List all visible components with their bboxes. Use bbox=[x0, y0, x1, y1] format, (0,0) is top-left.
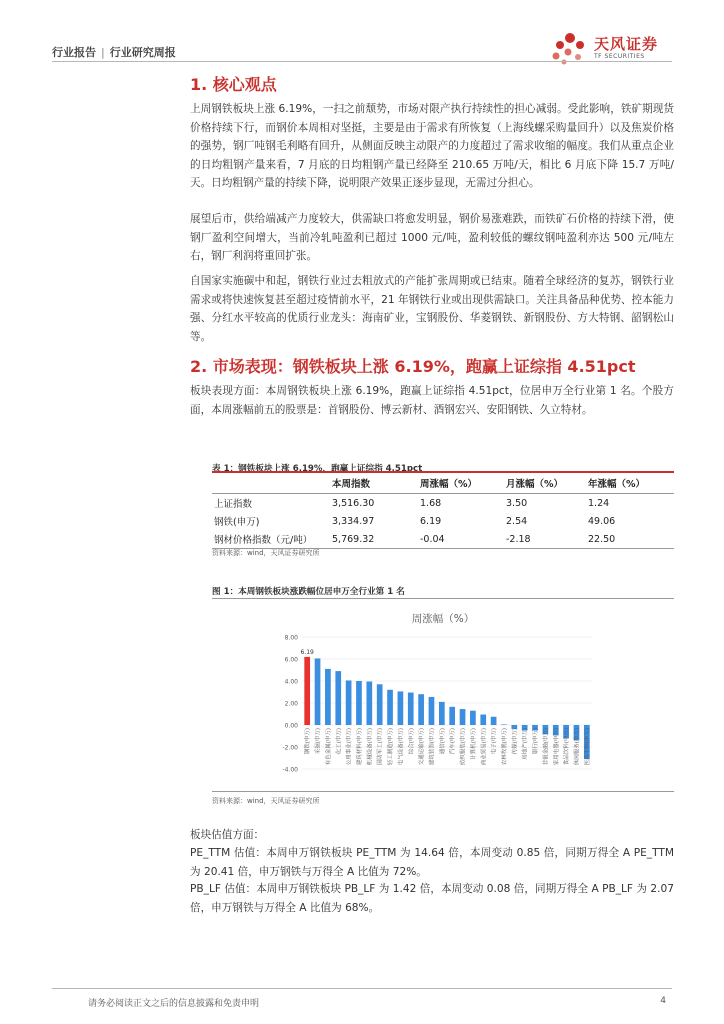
section1-title: 1. 核心观点 bbox=[190, 75, 277, 94]
x-category-label: 计算机(申万) bbox=[470, 728, 477, 760]
table-header-cell: 年涨幅（%） bbox=[588, 479, 646, 490]
x-category-label: 机械设备(申万) bbox=[367, 728, 374, 766]
x-category-label: 农林牧渔(申万) bbox=[501, 728, 508, 766]
table-cell: 22.50 bbox=[588, 533, 616, 545]
bar-chart bbox=[212, 604, 674, 788]
table-cell: 1.24 bbox=[588, 497, 610, 509]
x-category-label: 医药生物(申万) bbox=[584, 728, 591, 766]
x-category-label: 综合(申万) bbox=[408, 728, 415, 755]
x-category-label: 电气设备(申万) bbox=[398, 728, 405, 766]
table-header-row bbox=[212, 472, 674, 494]
chart-bar bbox=[335, 671, 341, 725]
report-category: 行业报告 bbox=[52, 46, 96, 59]
table-cell: 5,769.32 bbox=[332, 533, 375, 545]
x-category-label: 家用电器(申万) bbox=[553, 728, 560, 766]
valuation-heading: 板块估值方面： bbox=[190, 829, 265, 841]
y-tick-label: -4.00 bbox=[282, 766, 298, 774]
chart-title: 周涨幅（%） bbox=[411, 613, 475, 625]
section1-paragraph-3: 自国家实施碳中和起，钢铁行业过去粗放式的产能扩张周期或已结束。随着全球经济的复苏，钢铁行业需求或将快速恢复甚至超过疫情前水平，21 年钢铁行业或出现供需缺口。关注具备品种优势、控本能力强、分红水平较高的优质行业龙头：海南矿业，宝钢股份、华菱钢铁、新钢股份、方大特钢、韶钢松山等。 bbox=[190, 275, 674, 343]
logo-subtitle: TF SECURITIES bbox=[594, 53, 645, 60]
chart-bar bbox=[356, 681, 362, 725]
chart-bar bbox=[315, 658, 321, 725]
table-cell: 钢铁(申万) bbox=[214, 517, 260, 528]
table-cell: 钢材价格指数（元/吨） bbox=[214, 535, 313, 546]
table1-source: 资料来源：wind，天风证券研究所 bbox=[212, 549, 320, 557]
table-header-cell: 周涨幅（%） bbox=[420, 479, 478, 490]
y-tick-label: 8.00 bbox=[284, 634, 298, 642]
chart-bar bbox=[387, 690, 393, 725]
table-cell: 3.50 bbox=[506, 497, 528, 509]
x-category-label: 银行(申万) bbox=[533, 728, 540, 755]
x-category-label: 汽车(申万) bbox=[450, 728, 457, 755]
table-row bbox=[212, 494, 674, 513]
y-tick-label: 4.00 bbox=[284, 678, 298, 686]
logo-name: 天风证券 bbox=[594, 35, 659, 53]
figure1-chart bbox=[212, 604, 674, 788]
chart-bar bbox=[418, 694, 424, 725]
x-category-label: 非银金融(申万) bbox=[543, 728, 550, 766]
figure1-top-rule bbox=[212, 598, 674, 599]
table-header-cell bbox=[212, 472, 330, 494]
y-tick-label: 0.00 bbox=[284, 722, 298, 730]
table-cell: 6.19 bbox=[420, 515, 442, 527]
valuation-pb-paragraph: PB_LF 估值：本周申万钢铁板块 PB_LF 为 1.42 倍，本周变动 0.08 倍，同期万得全 A PB_LF 为 2.07 倍，申万钢铁与万得全 A 比值为 68%。 bbox=[190, 883, 674, 914]
table-row bbox=[212, 530, 674, 549]
y-tick-label: -2.00 bbox=[282, 744, 298, 752]
x-category-label: 电子(申万) bbox=[491, 728, 498, 755]
header-divider bbox=[52, 61, 672, 62]
table-cell: 2.54 bbox=[506, 515, 528, 527]
table-cell: 3,334.97 bbox=[332, 515, 375, 527]
footer-divider bbox=[52, 988, 672, 989]
table-cell: -2.18 bbox=[506, 533, 531, 545]
chart-bar bbox=[501, 724, 507, 725]
section1-paragraph-2: 展望后市，供给端减产力度较大，供需缺口将愈发明显，钢价易涨难跌，而铁矿石价格的持续下滑，使钢厂盈利空间增大，当前冷轧吨盈利已超过 1000 元/吨，盈利较低的螺纹钢吨盈利亦达 500 元/吨左右，钢厂利润将重回扩张。 bbox=[190, 213, 674, 262]
x-category-label: 食品饮料(申万) bbox=[564, 728, 571, 766]
table-cell: 上证指数 bbox=[214, 499, 253, 510]
x-category-label: 国防军工(申万) bbox=[377, 728, 384, 766]
table-cell: -0.04 bbox=[420, 533, 445, 545]
chart-bar bbox=[429, 697, 435, 725]
x-category-label: 建筑材料(申万) bbox=[356, 728, 363, 766]
footer-disclaimer: 请务必阅读正文之后的信息披露和免责申明 bbox=[88, 999, 260, 1009]
table-header-cell: 月涨幅（%） bbox=[506, 479, 564, 490]
x-category-label: 有色金属(申万) bbox=[325, 728, 332, 766]
x-category-label: 化工(申万) bbox=[336, 728, 343, 755]
section2-title: 2. 市场表现：钢铁板块上涨 6.19%，跑赢上证综指 4.51pct bbox=[190, 357, 636, 376]
valuation-pe-paragraph: PE_TTM 估值：本周申万钢铁板块 PE_TTM 为 14.64 倍，本周变动 0.85 倍，同期万得全 A PE_TTM 为 20.41 倍，申万钢铁与万得全 A 比值为 72%。 bbox=[190, 847, 674, 878]
table-cell: 1.68 bbox=[420, 497, 442, 509]
section2-paragraph-1: 板块表现方面：本周钢铁板块上涨 6.19%，跑赢上证综指 4.51pct，位居申万全行业第 1 名。个股方面，本周涨幅前五的股票是：首钢股份、博云新材、酒钢宏兴、安阳钢铁、久立特材。 bbox=[190, 385, 674, 416]
x-category-label: 轻工制造(申万) bbox=[388, 728, 395, 766]
x-category-label: 建筑装饰(申万) bbox=[429, 728, 436, 766]
x-category-label: 交通运输(申万) bbox=[419, 728, 426, 766]
page-number: 4 bbox=[660, 996, 666, 1006]
table-row bbox=[212, 512, 674, 530]
table1 bbox=[212, 471, 674, 549]
chart-bar bbox=[491, 717, 497, 725]
chart-bar bbox=[377, 684, 383, 725]
bar-data-label: 6.19 bbox=[300, 648, 314, 656]
x-category-label: 休闲服务(申万) bbox=[574, 728, 581, 766]
x-category-label: 通信(申万) bbox=[439, 728, 446, 755]
report-subcategory: 行业研究周报 bbox=[109, 46, 176, 59]
table1-title: 表 1：钢铁板块上涨 6.19%，跑赢上证综指 4.51pct bbox=[212, 464, 423, 474]
chart-bar bbox=[480, 715, 486, 725]
chart-bar bbox=[460, 709, 466, 725]
chart-bar bbox=[439, 702, 445, 725]
chart-bar bbox=[398, 691, 404, 725]
y-tick-label: 6.00 bbox=[284, 656, 298, 664]
chart-bar bbox=[470, 711, 476, 725]
table-cell: 3,516.30 bbox=[332, 497, 375, 509]
figure1-title: 图 1：本周钢铁板块涨跌幅位居申万全行业第 1 名 bbox=[212, 587, 405, 597]
section1-paragraph-1: 上周钢铁板块上涨 6.19%，一扫之前颓势，市场对限产执行持续性的担心减弱。受此影响，铁矿期现货价格持续下行，而钢价本周相对坚挺，主要是由于需求有所恢复（上海线螺采购量回升）以及焦炭价格的强势，钢厂吨钢毛利略有回升，从侧面反映主动限产的力度超过了需求收缩的幅度。我们从重点企业的日均粗钢产量来看，7 月底的日均粗钢产量已经降至 210.65 万吨/天，相比 6 月底下降 15.7 万吨/天。日均粗钢产量的持续下降，说明限产效果正逐步显现，无需过分担心。 bbox=[190, 103, 674, 189]
report-header: 行业报告 | 行业研究周报 bbox=[52, 46, 176, 59]
x-category-label: 纺织服装(申万) bbox=[460, 728, 467, 766]
chart-bar bbox=[346, 680, 352, 725]
chart-bar bbox=[304, 657, 310, 725]
x-category-label: 传媒(申万) bbox=[512, 728, 519, 755]
x-category-label: 采掘(申万) bbox=[315, 728, 322, 755]
chart-bar bbox=[449, 707, 455, 725]
x-category-label: 钢铁(申万) bbox=[305, 728, 312, 755]
x-category-label: 房地产(申万) bbox=[522, 728, 529, 760]
chart-bar bbox=[366, 682, 372, 725]
table-cell: 49.06 bbox=[588, 515, 616, 527]
x-category-label: 商业贸易(申万) bbox=[481, 728, 488, 766]
x-category-label: 公用事业(申万) bbox=[346, 728, 353, 766]
chart-bar bbox=[408, 693, 414, 725]
table-header-cell: 本周指数 bbox=[332, 479, 371, 490]
figure1-source: 资料来源：wind，天风证券研究所 bbox=[212, 797, 320, 805]
chart-bar bbox=[325, 669, 331, 725]
figure1-bottom-rule bbox=[212, 791, 674, 792]
y-tick-label: 2.00 bbox=[284, 700, 298, 708]
